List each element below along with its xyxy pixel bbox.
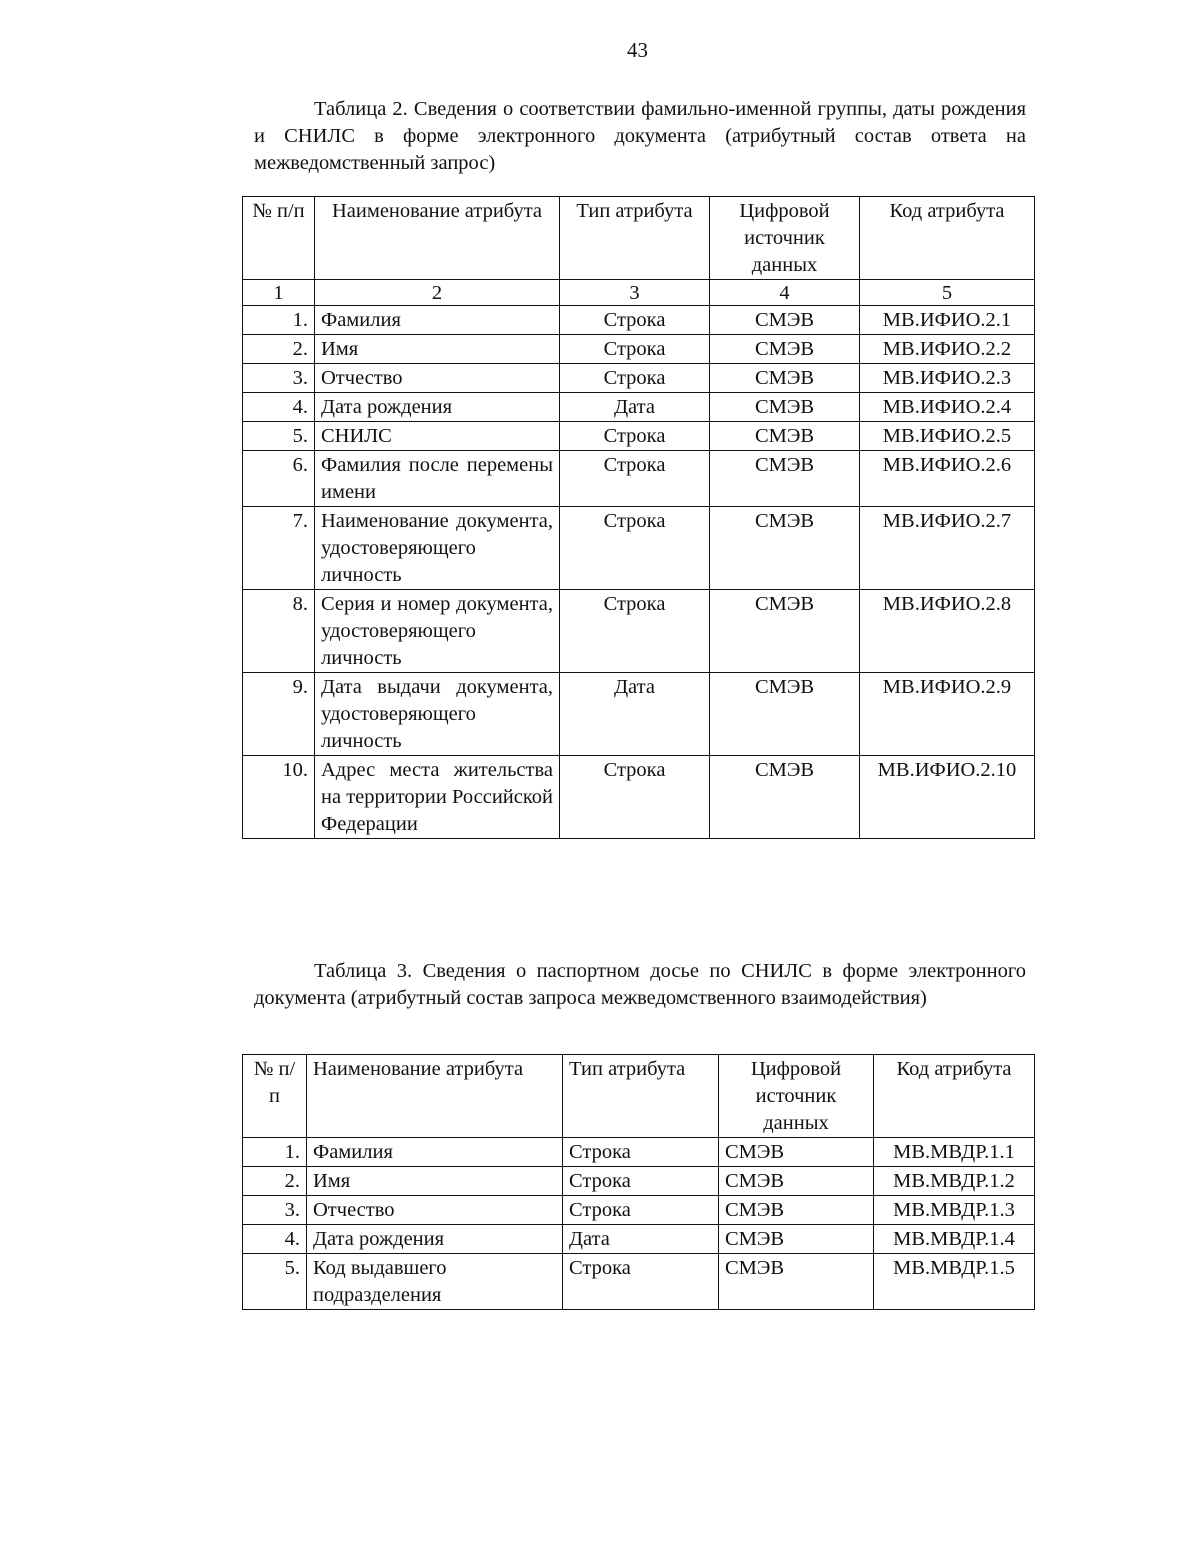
attribute-type: Строка (563, 1254, 719, 1310)
attribute-code: МВ.ИФИО.2.9 (860, 673, 1035, 756)
table2-colnum-2: 2 (315, 280, 560, 306)
data-source: СМЭВ (710, 393, 860, 422)
table2-colnum-3: 3 (560, 280, 710, 306)
data-source: СМЭВ (719, 1225, 874, 1254)
data-source: СМЭВ (719, 1196, 874, 1225)
data-source: СМЭВ (710, 507, 860, 590)
attribute-name: Наименование документа, удостоверяющего личность (315, 507, 560, 590)
attribute-code: МВ.ИФИО.2.3 (860, 364, 1035, 393)
table3-body (243, 1138, 1035, 1310)
attribute-name: Код выдавшего подразделения (307, 1254, 563, 1310)
row-number: 5. (243, 422, 315, 451)
table-row (243, 1225, 1035, 1254)
table-row (243, 451, 1035, 507)
attribute-type: Строка (560, 364, 710, 393)
row-number: 1. (243, 306, 315, 335)
attribute-name: Дата рождения (315, 393, 560, 422)
row-number: 7. (243, 507, 315, 590)
data-source: СМЭВ (710, 673, 860, 756)
table-row (243, 673, 1035, 756)
table2-header-num: № п/п (243, 197, 315, 280)
table2-colnum-5: 5 (860, 280, 1035, 306)
attribute-type: Строка (560, 335, 710, 364)
data-source: СМЭВ (710, 590, 860, 673)
table2-body (243, 306, 1035, 839)
attribute-type: Строка (560, 422, 710, 451)
attribute-code: МВ.ИФИО.2.6 (860, 451, 1035, 507)
attribute-code: МВ.МВДР.1.5 (874, 1254, 1035, 1310)
data-source: СМЭВ (719, 1167, 874, 1196)
data-source: СМЭВ (710, 756, 860, 839)
attribute-type: Строка (560, 507, 710, 590)
row-number: 2. (243, 1167, 307, 1196)
attribute-code: МВ.ИФИО.2.10 (860, 756, 1035, 839)
data-source: СМЭВ (710, 422, 860, 451)
attribute-code: МВ.ИФИО.2.4 (860, 393, 1035, 422)
table3-header-type: Тип атрибута (563, 1055, 719, 1138)
attribute-code: МВ.МВДР.1.4 (874, 1225, 1035, 1254)
table3-caption: Таблица 3. Сведения о паспортном досье по СНИЛС в форме электронного документа (атрибутный состав запроса межведомственного взаимодействия) (254, 960, 1026, 1009)
attribute-code: МВ.ИФИО.2.2 (860, 335, 1035, 364)
attribute-code: МВ.МВДР.1.3 (874, 1196, 1035, 1225)
attribute-type: Строка (560, 590, 710, 673)
attribute-code: МВ.ИФИО.2.5 (860, 422, 1035, 451)
table2-header-type: Тип атрибута (560, 197, 710, 280)
row-number: 8. (243, 590, 315, 673)
attribute-code: МВ.МВДР.1.1 (874, 1138, 1035, 1167)
table3-header-name: Наименование атрибута (307, 1055, 563, 1138)
table-row (243, 393, 1035, 422)
attribute-name: Фамилия после перемены имени (315, 451, 560, 507)
row-number: 4. (243, 393, 315, 422)
row-number: 10. (243, 756, 315, 839)
table3-header-row (243, 1055, 1035, 1138)
table-row (243, 590, 1035, 673)
table-row (243, 756, 1035, 839)
table2-column-numbers-row (243, 280, 1035, 306)
attribute-name: Серия и номер документа, удостоверяющего личность (315, 590, 560, 673)
table-row (243, 507, 1035, 590)
row-number: 3. (243, 364, 315, 393)
attribute-type: Дата (560, 393, 710, 422)
attribute-name: Дата рождения (307, 1225, 563, 1254)
row-number: 5. (243, 1254, 307, 1310)
page-number: 43 (627, 38, 648, 62)
data-source: СМЭВ (710, 451, 860, 507)
attribute-type: Дата (563, 1225, 719, 1254)
table2-colnum-4: 4 (710, 280, 860, 306)
table-row (243, 1167, 1035, 1196)
table-row (243, 1254, 1035, 1310)
table-row (243, 1196, 1035, 1225)
table2-header-row (243, 197, 1035, 280)
data-source: СМЭВ (719, 1138, 874, 1167)
table3-header-code: Код атрибута (874, 1055, 1035, 1138)
table-row (243, 306, 1035, 335)
table-row (243, 1138, 1035, 1167)
attribute-type: Дата (560, 673, 710, 756)
table2-header-code: Код атрибута (860, 197, 1035, 280)
table2-header-name: Наименование атрибута (315, 197, 560, 280)
attribute-name: Фамилия (307, 1138, 563, 1167)
attribute-code: МВ.ИФИО.2.7 (860, 507, 1035, 590)
data-source: СМЭВ (719, 1254, 874, 1310)
row-number: 4. (243, 1225, 307, 1254)
row-number: 3. (243, 1196, 307, 1225)
attribute-code: МВ.МВДР.1.2 (874, 1167, 1035, 1196)
table-row (243, 335, 1035, 364)
data-source: СМЭВ (710, 306, 860, 335)
table3-header-num: № п/п (243, 1055, 307, 1138)
attribute-name: Имя (315, 335, 560, 364)
attribute-name: Имя (307, 1167, 563, 1196)
attribute-type: Строка (563, 1167, 719, 1196)
row-number: 1. (243, 1138, 307, 1167)
attribute-name: Дата выдачи документа, удостоверяющего личность (315, 673, 560, 756)
row-number: 9. (243, 673, 315, 756)
table2-colnum-1: 1 (243, 280, 315, 306)
data-source: СМЭВ (710, 364, 860, 393)
row-number: 2. (243, 335, 315, 364)
attribute-code: МВ.ИФИО.2.1 (860, 306, 1035, 335)
table-row (243, 364, 1035, 393)
attribute-type: Строка (563, 1196, 719, 1225)
attribute-name: Фамилия (315, 306, 560, 335)
attribute-type: Строка (563, 1138, 719, 1167)
table3 (242, 1054, 1035, 1310)
attribute-name: Отчество (315, 364, 560, 393)
attribute-name: СНИЛС (315, 422, 560, 451)
attribute-name: Адрес места жительства на территории Российской Федерации (315, 756, 560, 839)
row-number: 6. (243, 451, 315, 507)
attribute-type: Строка (560, 306, 710, 335)
table2-header-source: Цифровой источник данных (710, 197, 860, 280)
data-source: СМЭВ (710, 335, 860, 364)
attribute-code: МВ.ИФИО.2.8 (860, 590, 1035, 673)
attribute-name: Отчество (307, 1196, 563, 1225)
table2 (242, 196, 1035, 839)
attribute-type: Строка (560, 451, 710, 507)
table3-header-source: Цифровой источник данных (719, 1055, 874, 1138)
table2-caption: Таблица 2. Сведения о соответствии фамильно-именной группы, даты рождения и СНИЛС в форме электронного документа (атрибутный состав ответа на межведомственный запрос) (254, 98, 1026, 174)
table-row (243, 422, 1035, 451)
attribute-type: Строка (560, 756, 710, 839)
